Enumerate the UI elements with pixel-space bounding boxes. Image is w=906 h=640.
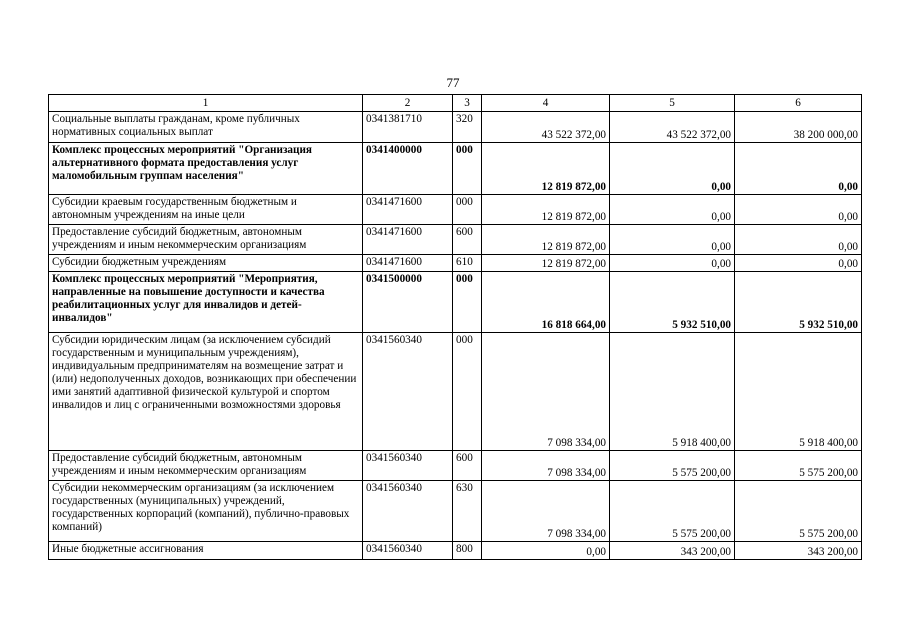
cell-amount-col-4: 0,00 xyxy=(482,542,610,560)
cell-amount-col-6: 343 200,00 xyxy=(735,542,862,560)
cell-amount-col-6: 5 918 400,00 xyxy=(735,333,862,451)
cell-expense-type: 000 xyxy=(453,143,482,195)
cell-amount-col-4: 7 098 334,00 xyxy=(482,451,610,481)
cell-amount-col-5: 0,00 xyxy=(610,255,735,272)
cell-amount-col-5: 0,00 xyxy=(610,195,735,225)
cell-amount-col-4: 12 819 872,00 xyxy=(482,255,610,272)
cell-amount-col-6: 5 575 200,00 xyxy=(735,451,862,481)
table-body xyxy=(49,112,862,560)
cell-target-code: 0341471600 xyxy=(363,255,453,272)
table-row xyxy=(49,255,862,272)
cell-amount-col-5: 43 522 372,00 xyxy=(610,112,735,143)
cell-amount-col-6: 0,00 xyxy=(735,255,862,272)
cell-amount-col-6: 38 200 000,00 xyxy=(735,112,862,143)
cell-amount-col-4: 16 818 664,00 xyxy=(482,272,610,333)
header-col-6: 6 xyxy=(735,95,862,112)
cell-target-code: 0341560340 xyxy=(363,542,453,560)
header-col-2: 2 xyxy=(363,95,453,112)
cell-amount-col-4: 43 522 372,00 xyxy=(482,112,610,143)
cell-expense-type: 610 xyxy=(453,255,482,272)
cell-target-code: 0341560340 xyxy=(363,333,453,451)
cell-target-code: 0341471600 xyxy=(363,225,453,255)
cell-expense-type: 000 xyxy=(453,195,482,225)
cell-amount-col-6: 0,00 xyxy=(735,195,862,225)
cell-target-code: 0341500000 xyxy=(363,272,453,333)
cell-name: Субсидии бюджетным учреждениям xyxy=(49,255,363,272)
cell-amount-col-4: 12 819 872,00 xyxy=(482,143,610,195)
header-col-4: 4 xyxy=(482,95,610,112)
cell-expense-type: 600 xyxy=(453,225,482,255)
header-col-3: 3 xyxy=(453,95,482,112)
cell-expense-type: 000 xyxy=(453,272,482,333)
cell-amount-col-6: 5 575 200,00 xyxy=(735,481,862,542)
table-row xyxy=(49,481,862,542)
cell-target-code: 0341560340 xyxy=(363,481,453,542)
table-row xyxy=(49,143,862,195)
cell-target-code: 0341471600 xyxy=(363,195,453,225)
cell-name: Комплекс процессных мероприятий "Мероприятия, направленные на повышение доступности и качества реабилитационных услуг для инвалидов и детей-инвалидов" xyxy=(49,272,363,333)
cell-expense-type: 800 xyxy=(453,542,482,560)
cell-target-code: 0341400000 xyxy=(363,143,453,195)
cell-amount-col-5: 343 200,00 xyxy=(610,542,735,560)
header-col-1: 1 xyxy=(49,95,363,112)
cell-amount-col-5: 5 575 200,00 xyxy=(610,451,735,481)
cell-expense-type: 320 xyxy=(453,112,482,143)
cell-amount-col-6: 0,00 xyxy=(735,143,862,195)
cell-amount-col-5: 5 918 400,00 xyxy=(610,333,735,451)
cell-amount-col-4: 7 098 334,00 xyxy=(482,481,610,542)
cell-expense-type: 600 xyxy=(453,451,482,481)
cell-amount-col-4: 7 098 334,00 xyxy=(482,333,610,451)
cell-amount-col-4: 12 819 872,00 xyxy=(482,195,610,225)
table-header xyxy=(49,95,862,112)
cell-amount-col-6: 5 932 510,00 xyxy=(735,272,862,333)
cell-target-code: 0341381710 xyxy=(363,112,453,143)
cell-expense-type: 000 xyxy=(453,333,482,451)
cell-name: Иные бюджетные ассигнования xyxy=(49,542,363,560)
page-number: 77 xyxy=(446,75,460,90)
table-row xyxy=(49,225,862,255)
cell-amount-col-5: 0,00 xyxy=(610,143,735,195)
budget-table xyxy=(48,94,862,560)
table-row xyxy=(49,272,862,333)
table-row xyxy=(49,333,862,451)
cell-name: Предоставление субсидий бюджетным, автономным учреждениям и иным некоммерческим организациям xyxy=(49,225,363,255)
cell-target-code: 0341560340 xyxy=(363,451,453,481)
cell-amount-col-5: 5 932 510,00 xyxy=(610,272,735,333)
cell-amount-col-6: 0,00 xyxy=(735,225,862,255)
table-row xyxy=(49,195,862,225)
table-row xyxy=(49,451,862,481)
cell-name: Субсидии юридическим лицам (за исключением субсидий государственным и муниципальным учреждениям), индивидуальным предпринимателям на возмещение затрат и (или) недополученных доходов, возникающих при обеспечении ими занятий адаптивной физической культурой и спортом инвалидов и лиц с ограниченными возможностями здоровья xyxy=(49,333,363,451)
cell-amount-col-4: 12 819 872,00 xyxy=(482,225,610,255)
cell-name: Комплекс процессных мероприятий "Организация альтернативного формата предоставления услуг маломобильным группам населения" xyxy=(49,143,363,195)
cell-amount-col-5: 0,00 xyxy=(610,225,735,255)
table-row xyxy=(49,542,862,560)
header-row xyxy=(49,95,862,112)
cell-name: Субсидии краевым государственным бюджетным и автономным учреждениям на иные цели xyxy=(49,195,363,225)
table-row xyxy=(49,112,862,143)
cell-name: Предоставление субсидий бюджетным, автономным учреждениям и иным некоммерческим организациям xyxy=(49,451,363,481)
cell-name: Социальные выплаты гражданам, кроме публичных нормативных социальных выплат xyxy=(49,112,363,143)
cell-amount-col-5: 5 575 200,00 xyxy=(610,481,735,542)
cell-name: Субсидии некоммерческим организациям (за исключением государственных (муниципальных) учреждений, государственных корпораций (компаний), публично-правовых компаний) xyxy=(49,481,363,542)
cell-expense-type: 630 xyxy=(453,481,482,542)
header-col-5: 5 xyxy=(610,95,735,112)
